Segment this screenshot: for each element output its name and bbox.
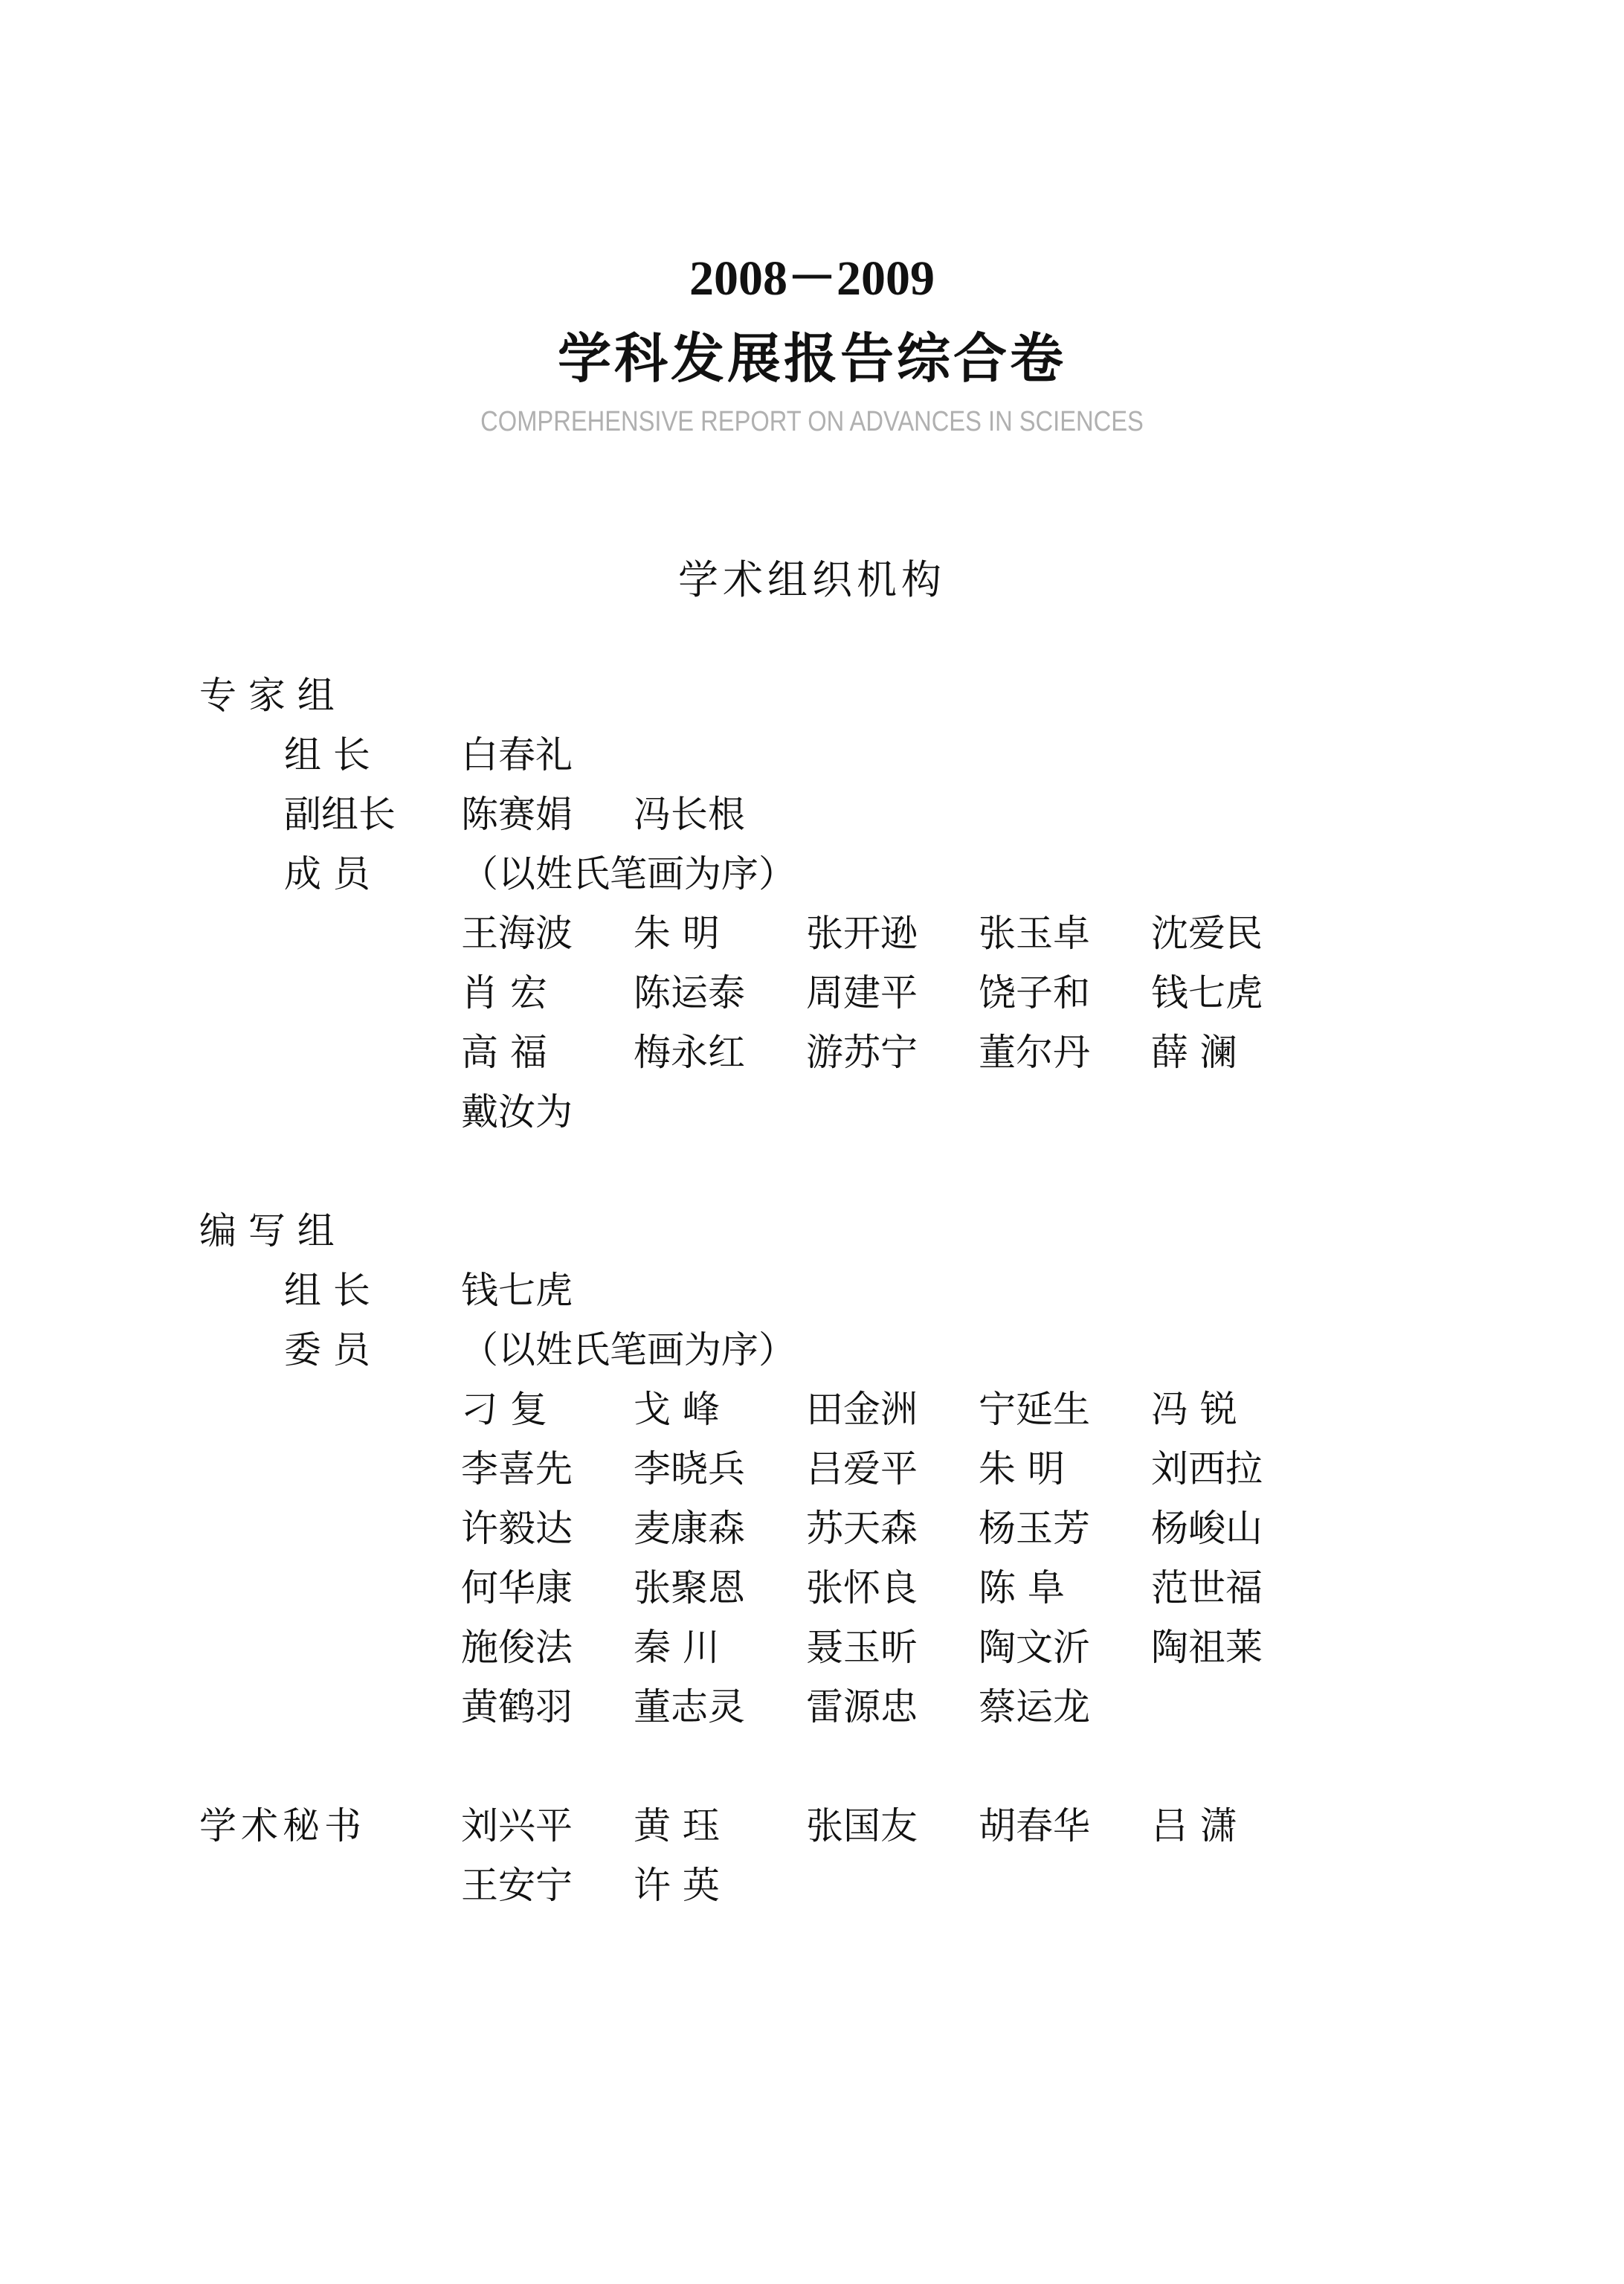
expert-leader-name: 白春礼 [461, 733, 573, 776]
member-name: 李晓兵 [634, 1447, 745, 1490]
member-name: 刁 复 [461, 1388, 547, 1431]
member-name: 戴汝为 [461, 1090, 573, 1133]
member-name: 朱 明 [634, 912, 720, 955]
secretaries-label: 学术秘书 [199, 1804, 366, 1847]
expert-members-note: （以姓氏笔画为序） [461, 852, 796, 895]
member-name: 梅永红 [634, 1031, 745, 1074]
member-name: 饶子和 [979, 971, 1090, 1014]
member-name: 黄鹤羽 [461, 1685, 573, 1728]
member-name: 冯 锐 [1151, 1388, 1237, 1431]
member-name: 戈 峰 [634, 1388, 720, 1431]
member-name: 张国友 [806, 1804, 918, 1847]
member-name: 宁延生 [979, 1388, 1090, 1431]
member-name: 陈运泰 [634, 971, 745, 1014]
writing-group-label: 编 写 组 [199, 1209, 335, 1252]
member-name: 董志灵 [634, 1685, 745, 1728]
member-name: 苏天森 [806, 1507, 918, 1550]
member-name: 张玉卓 [979, 912, 1090, 955]
expert-deputy-name: 冯长根 [634, 793, 745, 836]
member-name: 何华康 [461, 1566, 573, 1609]
book-title: 学科发展报告综合卷 [557, 326, 1066, 390]
member-name: 周建平 [806, 971, 918, 1014]
member-name: 许毅达 [461, 1507, 573, 1550]
member-name: 高 福 [461, 1031, 547, 1074]
member-name: 范世福 [1151, 1566, 1263, 1609]
member-name: 杨玉芳 [979, 1507, 1090, 1550]
member-name: 陶祖莱 [1151, 1626, 1263, 1669]
expert-deputy-name: 陈赛娟 [461, 793, 573, 836]
member-name: 刘兴平 [461, 1804, 573, 1847]
member-name: 沈爱民 [1151, 912, 1263, 955]
member-name: 张怀良 [806, 1566, 918, 1609]
member-name: 王安宁 [461, 1864, 573, 1907]
member-name: 施俊法 [461, 1626, 573, 1669]
writing-members-note: （以姓氏笔画为序） [461, 1328, 796, 1371]
member-name: 刘西拉 [1151, 1447, 1263, 1490]
member-name: 张开逊 [806, 912, 918, 955]
member-name: 吕爱平 [806, 1447, 918, 1490]
member-name: 王海波 [461, 912, 573, 955]
writing-members-label: 委 员 [284, 1328, 370, 1371]
member-name: 蔡运龙 [979, 1685, 1090, 1728]
member-name: 李喜先 [461, 1447, 573, 1490]
member-name: 钱七虎 [1151, 971, 1263, 1014]
expert-leader-label: 组 长 [284, 733, 370, 776]
member-name: 雷源忠 [806, 1685, 918, 1728]
expert-group-label: 专 家 组 [199, 674, 335, 717]
member-name: 秦 川 [634, 1626, 720, 1669]
writing-leader-label: 组 长 [284, 1269, 370, 1312]
member-name: 陈 阜 [979, 1566, 1065, 1609]
title-year: 2008－2009 [689, 251, 935, 306]
member-name: 胡春华 [979, 1804, 1090, 1847]
member-name: 黄 珏 [634, 1804, 720, 1847]
member-name: 朱 明 [979, 1447, 1065, 1490]
expert-deputy-label: 副组长 [284, 793, 396, 836]
member-name: 肖 宏 [461, 971, 547, 1014]
member-name: 薛 澜 [1151, 1031, 1237, 1074]
member-name: 陶文沂 [979, 1626, 1090, 1669]
member-name: 吕 潇 [1151, 1804, 1237, 1847]
member-name: 聂玉昕 [806, 1626, 918, 1669]
english-title: COMPREHENSIVE REPORT ON ADVANCES IN SCIENCES [480, 406, 1144, 437]
member-name: 游苏宁 [806, 1031, 918, 1074]
expert-members-label: 成 员 [284, 852, 370, 895]
member-name: 张聚恩 [634, 1566, 745, 1609]
writing-leader-name: 钱七虎 [461, 1269, 573, 1312]
member-name: 田金洲 [806, 1388, 918, 1431]
member-name: 许 英 [634, 1864, 720, 1907]
section-title: 学术组织机构 [678, 556, 946, 603]
member-name: 杨峻山 [1151, 1507, 1263, 1550]
member-name: 董尔丹 [979, 1031, 1090, 1074]
member-name: 麦康森 [634, 1507, 745, 1550]
